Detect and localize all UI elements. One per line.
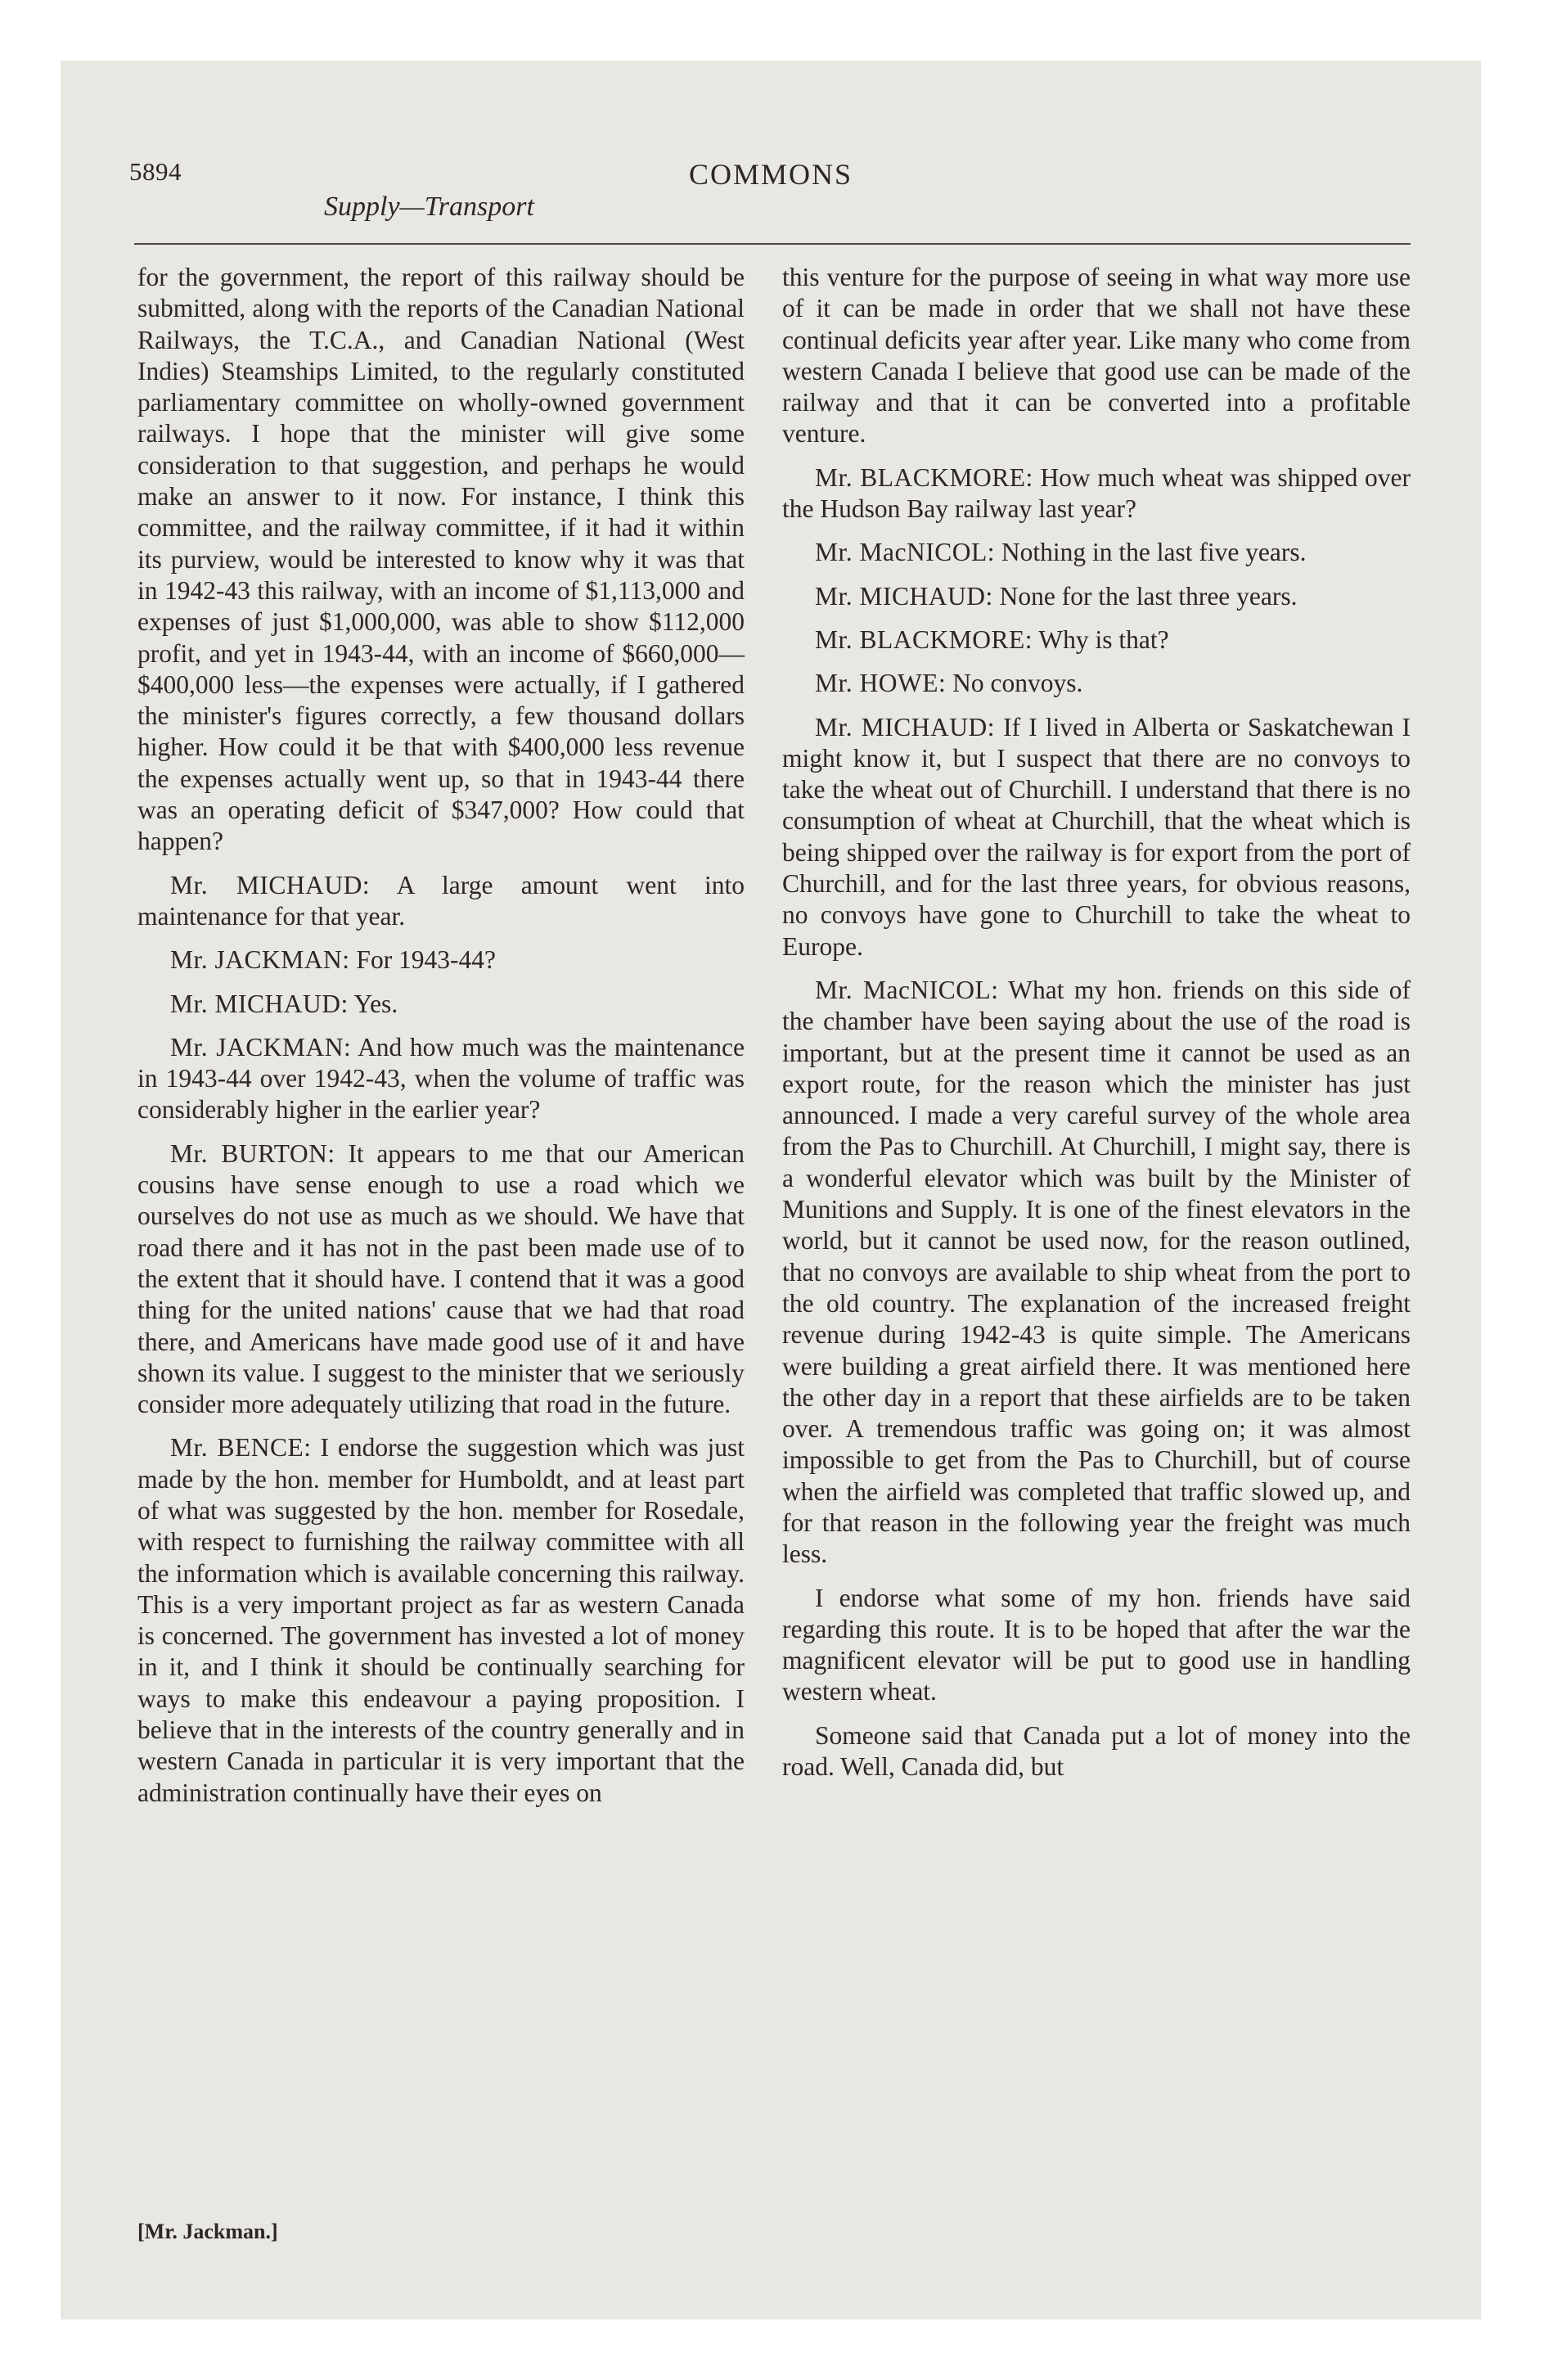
speaker-name: Mr. JACKMAN:	[170, 1032, 352, 1062]
speaker-name: Mr. JACKMAN:	[170, 945, 350, 975]
paragraph-text: What my hon. friends on this side of the chamber have been saying about the use of the road is important, but at the present time it cannot be used as an export route, for the reason which the minister has just announced. I made a very careful survey of the whole area from the Pas to Churchill. At Churchill, I might say, there is a wonderful elevator which was built by the Minister of Munitions and Supply. It is one of the finest elevators in the world, but it cannot be used now, for the reason outlined, that no convoys are available to ship wheat from the port to the old country. The explanation of the increased freight revenue during 1942-43 is quite simple. The Americans were building a great airfield there. It was mentioned here the other day in a report that these airfields are to be taken over. A tremendous traffic was going on; it was almost impossible to get from the Pas to Churchill, but of course when the airfield was completed that traffic slowed up, and for that reason in the following year the freight was much less.	[782, 975, 1411, 1569]
paragraph-text: I endorse the suggestion which was just made by the hon. member for Humboldt, and at least part of what was suggested by the hon. member for Rosedale, with respect to furnishing the railway committee with all the information which is available concerning this railway. This is a very important project as far as western Canada is concerned. The government has invested a lot of money in it, and I think it should be continually searching for ways to make this endeavour a paying proposition. I believe that in the interests of the country generally and in western Canada in particular it is very important that the administration continually have their eyes on	[137, 1433, 745, 1807]
speaker-name: Mr. MICHAUD:	[815, 581, 993, 611]
paragraph	[782, 712, 1411, 962]
speaker-name: Mr. MICHAUD:	[170, 870, 371, 899]
speaker-name: Mr. BENCE:	[170, 1433, 312, 1463]
left-column	[137, 262, 745, 1821]
speaker-name: Mr. BURTON:	[170, 1138, 335, 1168]
paragraph-text: And how much was the maintenance in 1943-44 over 1942-43, when the volume of traffic was considerably higher in the earlier year?	[137, 1032, 745, 1125]
paragraph-text: for the government, the report of this railway should be submitted, along with the reports of the Canadian National Railways, the T.C.A., and Canadian National (West Indies) Steamships Limited, to the regularly constituted parliamentary committee on wholly-owned government railways. I hope that the minister will give some consideration to that suggestion, and perhaps he would make an answer to it now. For instance, I think this committee, and the railway committee, if it had it within its purview, would be interested to know why it was that in 1942-43 this railway, with an income of $1,113,000 and expenses of just $1,000,000, was able to show $112,000 profit, and yet in 1943-44, with an income of $660,000—$400,000 less—the expenses were actually, if I gathered the minister's figures correctly, a few thousand dollars higher. How could it be that with $400,000 less revenue the expenses actually went up, so that in 1943-44 there was an operating deficit of $347,000? How could that happen?	[137, 263, 745, 856]
paragraph	[782, 262, 1411, 450]
paragraph-text: Someone said that Canada put a lot of money into the road. Well, Canada did, but	[782, 1720, 1411, 1782]
header-rule	[134, 243, 1411, 245]
page-number: 5894	[129, 157, 182, 186]
speaker-name: Mr. MICHAUD:	[170, 989, 349, 1018]
paragraph	[782, 537, 1411, 568]
paragraph	[137, 1432, 745, 1809]
paragraph-text: Yes.	[353, 989, 398, 1018]
paragraph	[137, 1032, 745, 1126]
paragraph-text: Nothing in the last five years.	[1001, 538, 1307, 567]
paragraph-text: this venture for the purpose of seeing in what way more use of it can be made in order that we shall not have these continual deficits year after year. Like many who come from western Canada I believe that good use can be made of the railway and that it can be converted into a profitable venture.	[782, 263, 1411, 449]
paragraph	[137, 1138, 745, 1421]
paragraph	[137, 989, 745, 1020]
speaker-name: Mr. MacNICOL:	[815, 975, 999, 1004]
paragraph-text: A large amount went into maintenance for that year.	[137, 870, 745, 931]
paragraph	[137, 944, 745, 976]
paragraph	[782, 668, 1411, 699]
paragraph-text: No convoys.	[952, 669, 1083, 698]
paragraph	[137, 870, 745, 933]
speaker-name: Mr. MacNICOL:	[815, 538, 995, 567]
running-subject: Supply—Transport	[324, 192, 534, 222]
running-head: COMMONS	[689, 158, 853, 191]
right-column	[782, 262, 1411, 1795]
paragraph	[782, 462, 1411, 525]
speaker-name: Mr. BLACKMORE:	[815, 462, 1033, 492]
speaker-name: Mr. BLACKMORE:	[815, 624, 1033, 654]
paragraph-text: It appears to me that our American cousins have sense enough to use a road which we ourselves do not use as much as we should. We have that road there and it has not in the past been made use of to the extent that it should have. I contend that it was a good thing for the united nations' cause that we had that road there, and Americans have made good use of it and have shown its value. I suggest to the minister that we seriously consider more adequately utilizing that road in the future.	[137, 1138, 745, 1419]
paragraph-text: Why is that?	[1038, 624, 1169, 654]
paragraph	[782, 581, 1411, 612]
paragraph-text: How much wheat was shipped over the Hudson Bay railway last year?	[782, 462, 1411, 524]
paragraph	[782, 1720, 1411, 1783]
paragraph	[782, 1583, 1411, 1708]
speaker-name: Mr. MICHAUD:	[815, 712, 996, 741]
paragraph-text: For 1943-44?	[356, 945, 497, 975]
speaker-footnote: [Mr. Jackman.]	[137, 2220, 278, 2243]
paragraph-text: None for the last three years.	[999, 581, 1298, 611]
paragraph-text: I endorse what some of my hon. friends have said regarding this route. It is to be hoped that after the war the magnificent elevator will be put to good use in handling western wheat.	[782, 1583, 1411, 1706]
speaker-name: Mr. HOWE:	[815, 669, 947, 698]
paragraph	[137, 262, 745, 858]
paragraph	[782, 624, 1411, 656]
paragraph	[782, 975, 1411, 1571]
paragraph-text: If I lived in Alberta or Saskatchewan I might know it, but I suspect that there are no convoys to take the wheat out of Churchill. I understand that there is no consumption of wheat at Churchill, that the wheat which is being shipped over the railway is for export from the port of Churchill, and for the last three years, for obvious reasons, no convoys have gone to Churchill to take the wheat to Europe.	[782, 712, 1411, 961]
